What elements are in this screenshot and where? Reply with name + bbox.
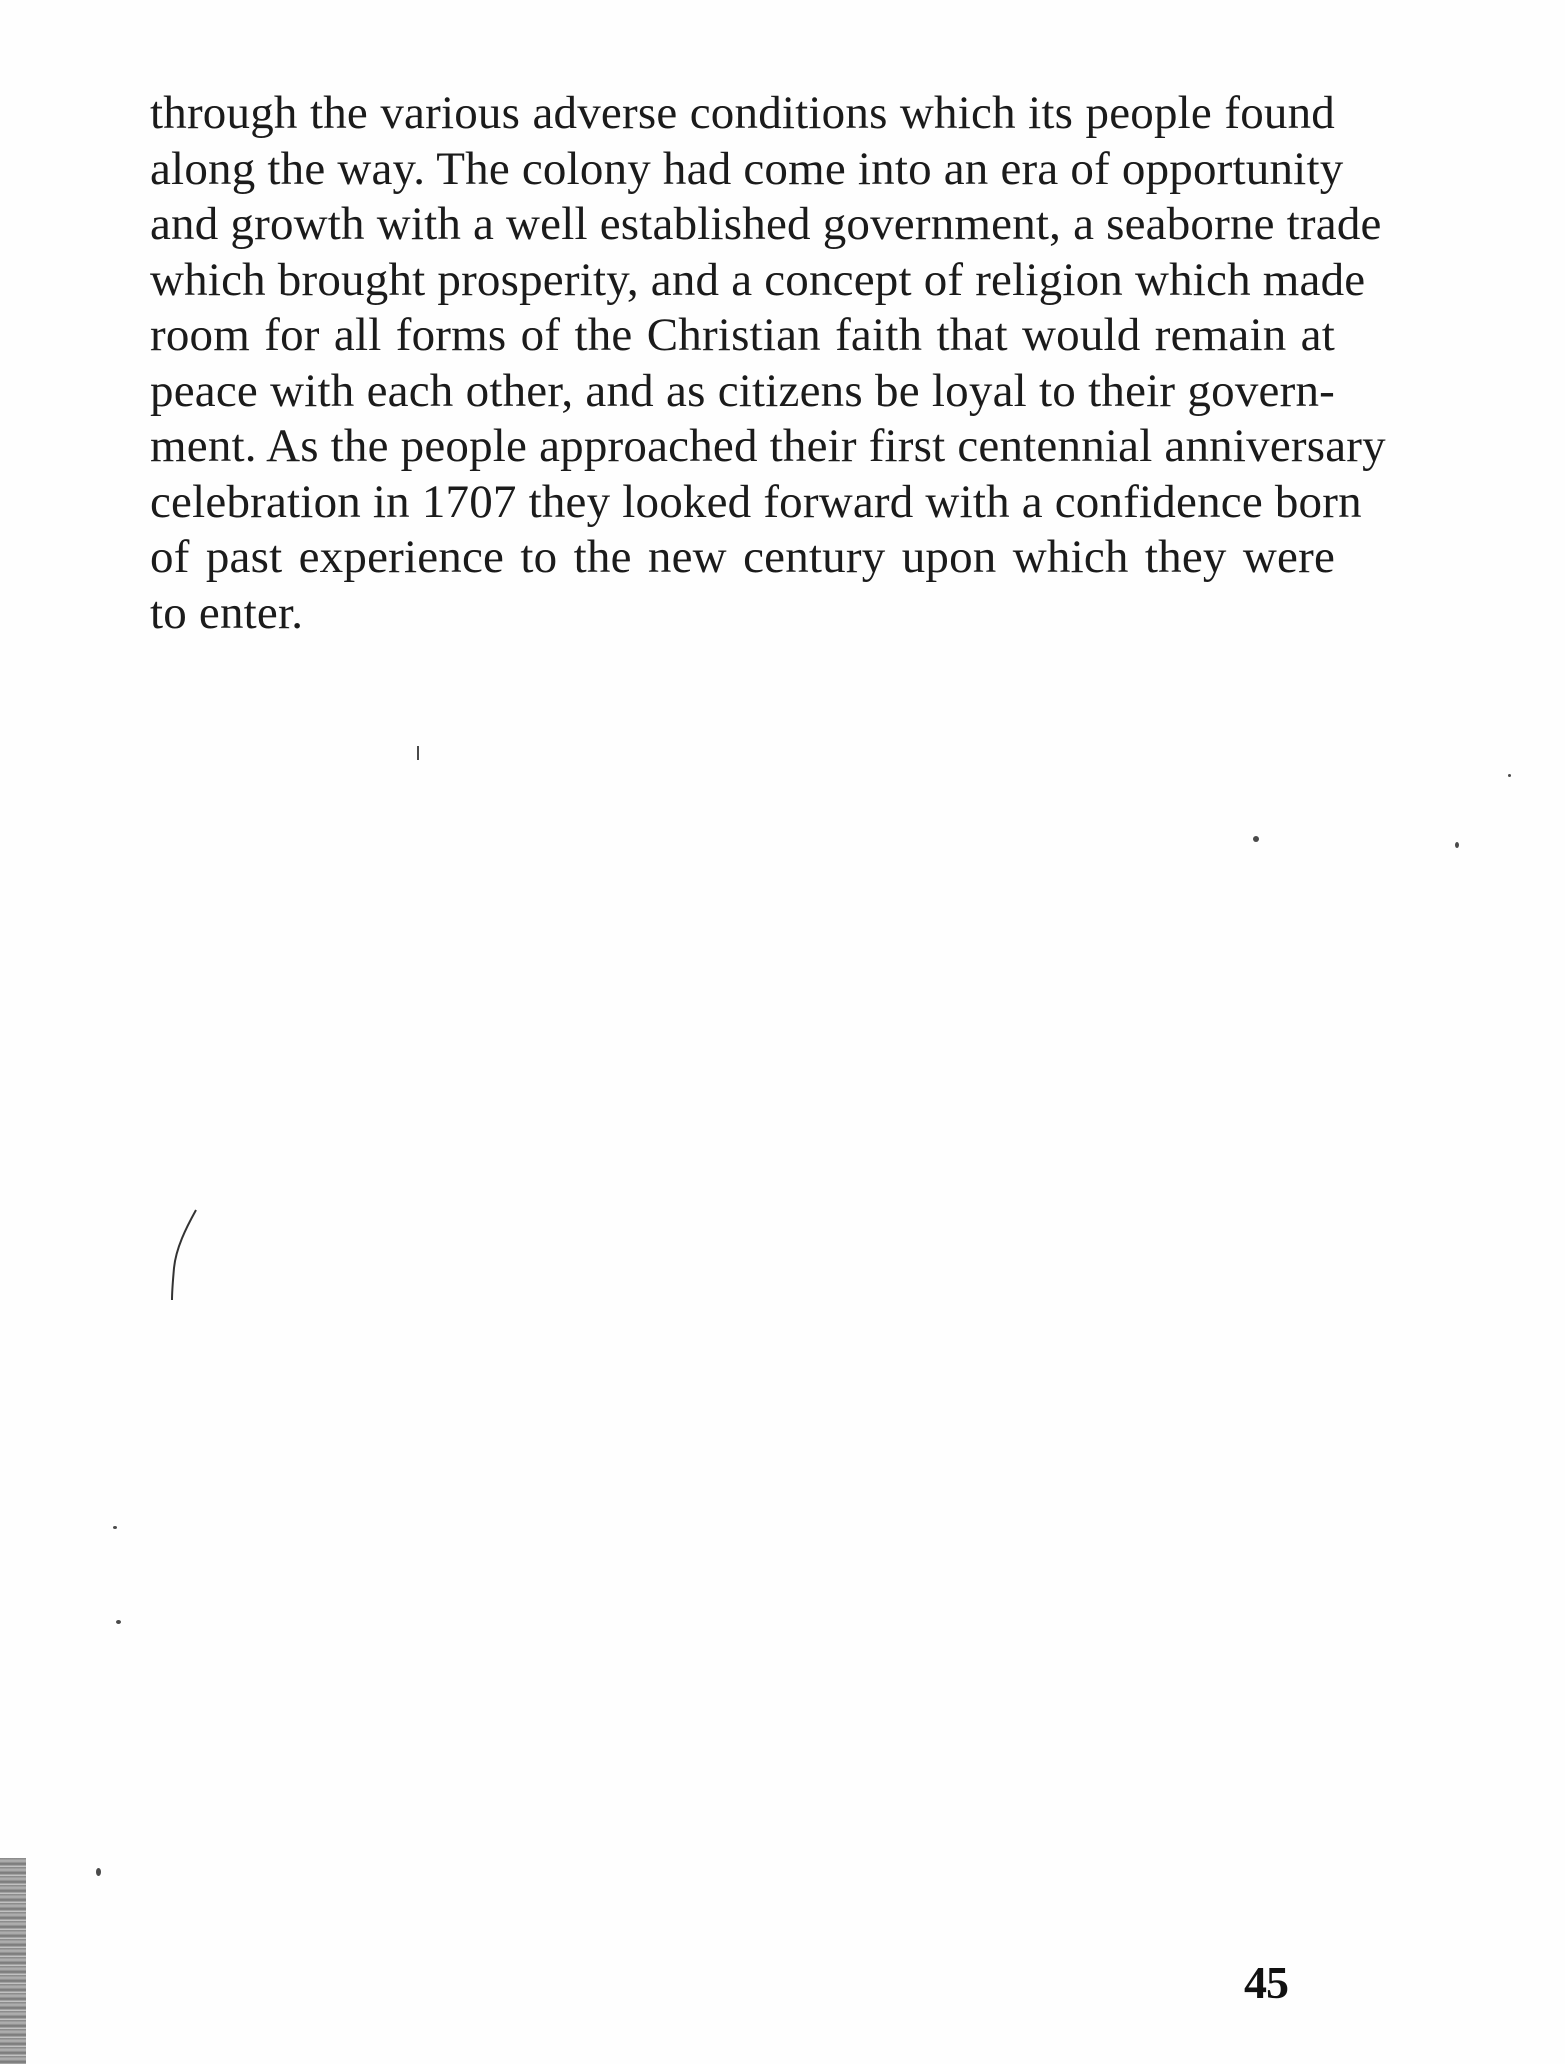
scan-speck	[116, 1620, 121, 1624]
paragraph-line-9: of past experience to the new century upon which they were	[150, 531, 1335, 583]
scan-edge-artifact	[0, 1858, 26, 2064]
paragraph-line-6: peace with each other, and as citizens be loyal to their govern-	[150, 364, 1335, 417]
paragraph-line-4: which brought prosperity, and a concept of religion which made	[150, 253, 1366, 306]
scan-speck	[1455, 842, 1459, 848]
body-paragraph	[150, 86, 1386, 641]
scan-speck	[417, 746, 419, 760]
stray-pen-mark	[168, 1208, 208, 1308]
scan-speck	[113, 1526, 117, 1529]
scan-speck	[96, 1868, 101, 1876]
page-number: 45	[1244, 1957, 1288, 2008]
paragraph-line-1: through the various adverse conditions which its people found	[150, 87, 1335, 139]
scan-speck	[1508, 774, 1511, 777]
paragraph-line-3: and growth with a well established government, a seaborne trade	[150, 198, 1382, 250]
paragraph-line-7: ment. As the people approached their first centennial anniversary	[150, 420, 1386, 472]
paragraph-line-5: room for all forms of the Christian faith that would remain at	[150, 309, 1335, 361]
paragraph-line-10: to enter.	[150, 586, 304, 639]
paragraph-line-2: along the way. The colony had come into an era of opportunity	[150, 142, 1344, 195]
paragraph-line-8: celebration in 1707 they looked forward with a confidence born	[150, 475, 1362, 528]
scan-speck	[1253, 836, 1259, 842]
